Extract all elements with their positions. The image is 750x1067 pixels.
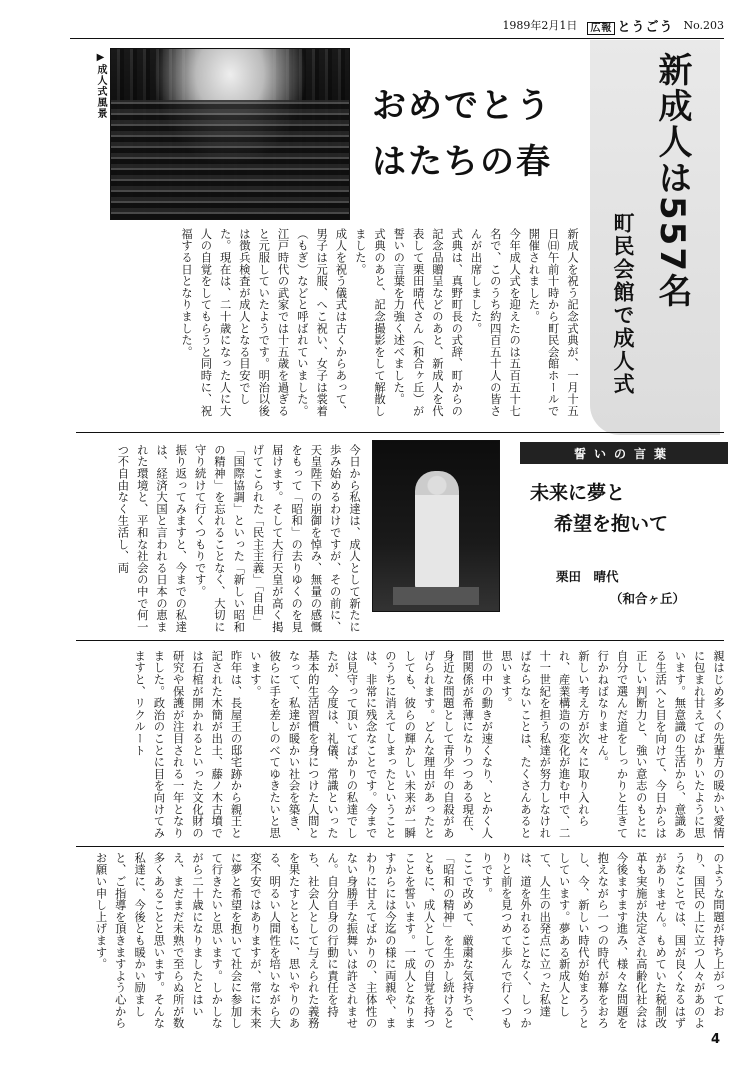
page-header xyxy=(502,14,724,36)
pledge-title-line-1: 未来に夢と xyxy=(530,482,626,504)
speech-top-block xyxy=(80,444,364,634)
headline-main: 新成人は557名 xyxy=(652,52,692,309)
page-title xyxy=(372,78,552,190)
page-number: 4 xyxy=(710,1032,720,1047)
speech-paragraph: のような問題が持ち上がっており、国民の上に立つ人々があのようなことでは、国が良くなるはずがありません。もめていた税制改革も実施が決定され高齢化社会は今後ますます進み、様々な問題を抱えながら一つの時代が幕をおろし、今、新しい時代が始まろうとしています。夢ある新成人として、人生の出発点に立った私達は、道を外れることなく、しっかりと前を見つめて歩んで行くつもりです。 xyxy=(480,852,725,1029)
pledge-title-line-2: 希望を抱いて xyxy=(554,513,669,535)
photo-caption: ▶成人式風景 xyxy=(95,52,106,119)
speech-paragraph: 昨年は、長屋王の邸宅跡から親王と記された木簡が出土、藤ノ木古墳では石棺が開かれるといった文化財の研究や保護が注目される一年となりました。政治のことに目を向けてみますと、リクルート xyxy=(133,650,243,839)
article-paragraph: 今年成人式を迎えたのは五百五十七名で、このうち約四百五十人の皆さんが出席しました。 xyxy=(469,228,522,417)
newsletter-logo xyxy=(587,16,673,35)
title-line-1: おめでとう xyxy=(372,86,552,126)
author-place: （和合ヶ丘） xyxy=(610,591,686,606)
speech-bottom-block xyxy=(76,852,728,1034)
article-body xyxy=(76,228,582,426)
logo-mark: 広報 xyxy=(587,22,615,35)
speaker-photo xyxy=(372,440,500,612)
pledge-band-label: 誓いの言葉 xyxy=(520,442,728,464)
article-paragraph: 新成人を祝う記念式典が、一月十五日㈰午前十時から町民会館ホールで開催されました。 xyxy=(527,228,579,417)
speech-column-divider xyxy=(76,846,724,847)
speech-paragraph: ここで改めて、厳粛な気持ちで、「昭和の精神」を生かし続けるとともに、成人としての自覚を持つことを誓います。一成人となりますからには今迄の様に両親や、まわりに甘えてばかりの、主体性のない身勝手な振舞いは許されません。自分自身の行動に責任を持ち、社会人として与えられた義務を果たすとともに、思いやりのある、明るい人間性を培いながら大変不安ではありますが、常に未来に夢と希望を抱いて社会に参加して行きたいと思います。しかしながら二十歳になりましたとはいえ、まだまだ未熟で至らぬ所が数多くあることと思います。そんな私達に、今後とも暖かい励ましと、ご指導を頂きますよう心からお願い申し上げます。 xyxy=(94,852,475,1029)
speech-paragraph: 親はじめ多くの先輩方の暖かい愛情に包まれ甘えてばかりいたように思います。無意識の生活から、意識ある生活へと目を向けて、今日からは正しい判断力と、強い意志のもとに自分で選んだ道をしっかりと生きて行かねばなりません。 xyxy=(596,650,725,839)
speech-paragraph: 世の中の動きが速くなり、とかく人間関係が希薄になりつつある現在、身近な問題として青少年の自殺があげられます。どんな理由があったとしても、彼らの輝かしい未来が一瞬のうちに消えてしまったということは、非常に残念なことです。今までは見守って頂いてばかりの私達でしたが、今度は、礼儀、常識といった基本的生活習慣を身につけた人間となって、私達が暖かい社会を築き、彼らに手を差しのべてゆきたいと思います。 xyxy=(248,650,494,839)
pledge-author xyxy=(556,566,685,610)
article-paragraph: 式典は、真野町長の式辞、町からの記念品贈呈などのあと、新成人を代表して栗田晴代さん（和合ヶ丘）が誓いの言葉を力強く述べました。 xyxy=(392,228,464,417)
speech-paragraph: 振り返ってみますと、今までの私達は、経済大国と言われる日本の恵まれた環境と、平和な社会の中で何一つ不自由なく生活し、両 xyxy=(116,444,188,633)
article-paragraph: 成人を祝う儀式は古くからあって、男子は元服、へこ祝い、女子は裳着（もぎ）などと呼ばれていました。江戸時代の武家では十五歳を過ぎると元服していたようです。明治以後は徴兵検査が成人となる目安でした。現在は、二十歳になった人に大人の自覚をしてもらうと同時に、祝福する日となりました。 xyxy=(180,228,348,417)
issue-number: No.203 xyxy=(683,18,724,32)
speech-middle-block xyxy=(76,650,728,840)
author-name: 栗田 晴代 xyxy=(556,569,619,584)
logo-text: とうごう xyxy=(617,19,674,35)
headline-sub: 町民会館で成人式 xyxy=(611,212,635,396)
speech-paragraph: 今日から私達は、成人として新たに歩み始めるわけですが、その前に、天皇陛下の崩御を悼み、無量の感慨をもって「昭和」の去りゆくのを見届けます。そして大行天皇が高く掲げてこられた「民主主義」「自由」「国際協調」といった「新しい昭和の精神」を忘れることなく、大切に守り続けて行くつもりです。 xyxy=(193,444,361,633)
title-line-2: はたちの春 xyxy=(372,142,552,182)
issue-date: 1989年2月1日 xyxy=(502,19,578,32)
header-rule xyxy=(70,38,724,39)
speech-divider xyxy=(76,640,724,641)
article-paragraph: 式典のあと、記念撮影をして解散しました。 xyxy=(353,228,387,417)
ceremony-hall-photo xyxy=(110,48,350,220)
speech-paragraph: 新しい考え方が次々に取り入れられ、産業構造の変化が進む中で、二十一世紀を担う私達が努力しなければならないことは、たくさんあると思います。 xyxy=(499,650,590,839)
pledge-title xyxy=(530,478,730,540)
section-divider xyxy=(76,432,724,433)
